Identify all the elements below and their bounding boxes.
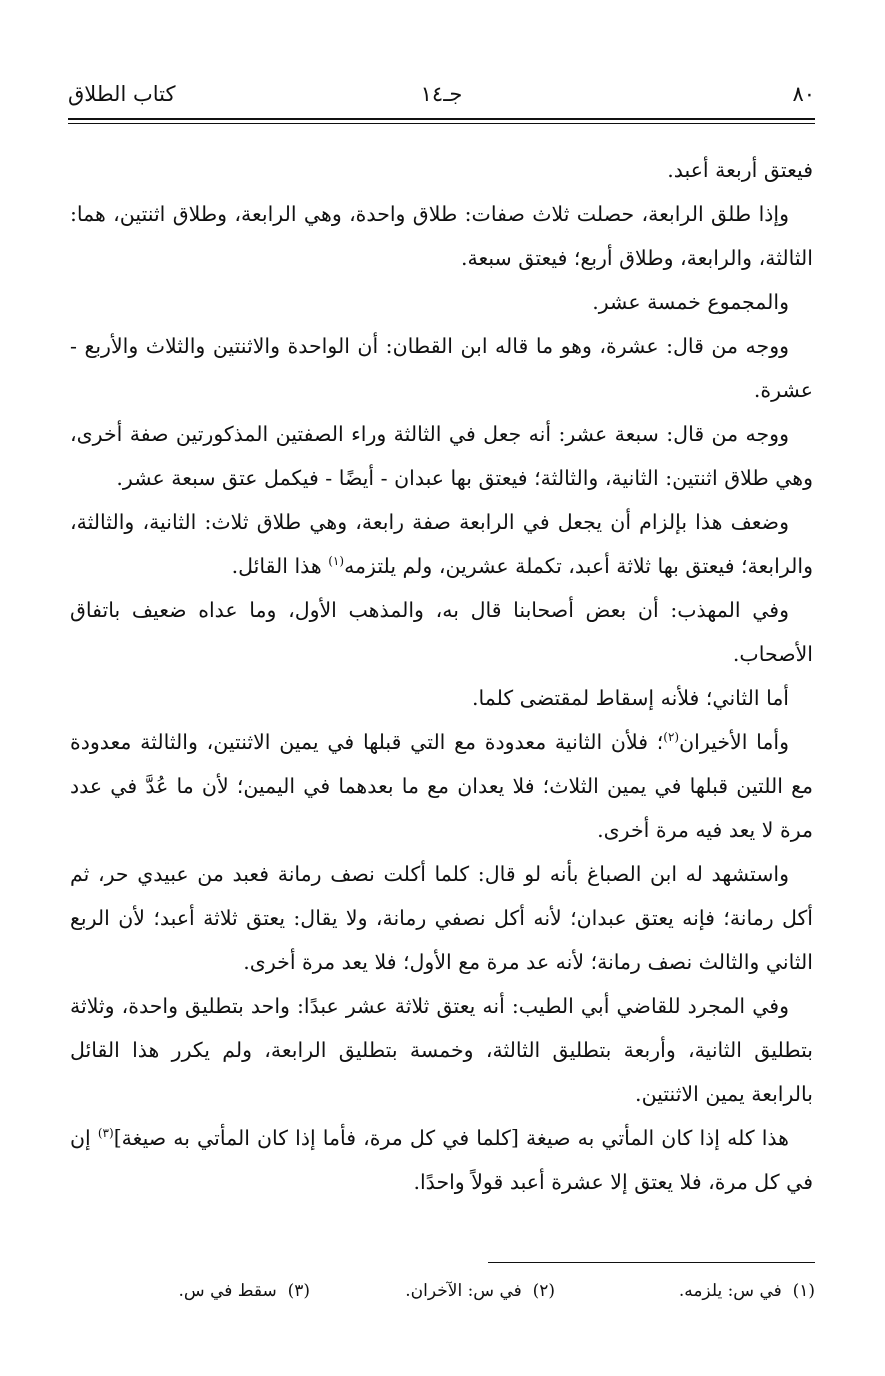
footnote-2: (٢) في س: الآخران. (405, 1281, 555, 1301)
footnotes (70, 1281, 815, 1311)
paragraph: فيعتق أربعة أعبد. (667, 158, 813, 182)
paragraph: وفي المهذب: أن بعض أصحابنا قال به، والمذهب الأول، وما عداه ضعيف باتفاق الأصحاب. (70, 598, 813, 666)
main-text (70, 148, 813, 1204)
paragraph: ووجه من قال: عشرة، وهو ما قاله ابن القطان: أن الواحدة والاثنتين والثلاث والأربع - عشرة. (70, 334, 813, 402)
page-header (68, 82, 815, 116)
footnote-marker: (٢) (663, 730, 680, 745)
paragraph: أما الثاني؛ فلأنه إسقاط لمقتضى كلما. (471, 686, 789, 710)
book-title: كتاب الطلاق (68, 82, 176, 106)
footnote-marker: (٣) (97, 1126, 114, 1141)
paragraph: وإذا طلق الرابعة، حصلت ثلاث صفات: طلاق واحدة، وهي الرابعة، وطلاق اثنتين، هما: الثالثة، والرابعة، وطلاق أربع؛ فيعتق سبعة. (70, 202, 813, 270)
paragraph: ووجه من قال: سبعة عشر: أنه جعل في الثالثة وراء الصفتين المذكورتين صفة أخرى، وهي طلاق اثنتين: الثانية، والثالثة؛ فيعتق بها عبدان - أيضًا - فيكمل عتق سبعة عشر. (70, 422, 813, 490)
paragraph: وضعف هذا بإلزام أن يجعل في الرابعة صفة رابعة، وهي طلاق ثلاث: الثانية، والثالثة، والرابعة؛ فيعتق بها ثلاثة أعبد، تكملة عشرين، ولم يلتزمه$^{(١)}$ هذا القائل. (70, 510, 813, 578)
paragraph: والمجموع خمسة عشر. (592, 290, 789, 314)
paragraph: هذا كله إذا كان المأتي به صيغة [كلما في كل مرة، فأما إذا كان المأتي به صيغة]$^{(٣)}$ إن في كل مرة، فلا يعتق إلا عشرة أعبد قولاً واحدًا. (70, 1126, 813, 1194)
paragraph: وفي المجرد للقاضي أبي الطيب: أنه يعتق ثلاثة عشر عبدًا: واحد بتطليق واحدة، وثلاثة بتطليق الثانية، وأربعة بتطليق الثالثة، وخمسة بتطليق الرابعة، ولم يكرر هذا القائل بالرابعة يمين الاثنتين. (70, 994, 813, 1106)
volume-label: جـ١٤ (420, 82, 463, 106)
footnote-3: (٣) سقط في س. (178, 1281, 310, 1301)
paragraph: وأما الأخيران$^{(٢)}$؛ فلأن الثانية معدودة مع التي قبلها في يمين الاثنتين، والثالثة معدودة مع اللتين قبلها في يمين الثلاث؛ فلا يعدان مع ما بعدهما في اليمين؛ لأن ما عُدَّ في عدد مرة لا يعد فيه مرة أخرى. (70, 730, 813, 842)
footnote-separator (488, 1262, 815, 1263)
header-rule-thin (68, 123, 815, 124)
header-rule-thick (68, 118, 815, 120)
footnote-1: (١) في س: يلزمه. (678, 1281, 815, 1301)
paragraph: واستشهد له ابن الصباغ بأنه لو قال: كلما أكلت نصف رمانة فعبد من عبيدي حر، ثم أكل رمانة؛ فإنه يعتق عبدان؛ لأنه أكل نصفي رمانة، ولا يقال: يعتق ثلاثة أعبد؛ لأن الربع الثاني والثالث نصف رمانة؛ لأنه عد مرة مع الأول؛ فلا يعد مرة أخرى. (70, 862, 813, 974)
footnote-marker: (١) (328, 554, 345, 569)
page-number: ٨٠ (792, 82, 815, 106)
